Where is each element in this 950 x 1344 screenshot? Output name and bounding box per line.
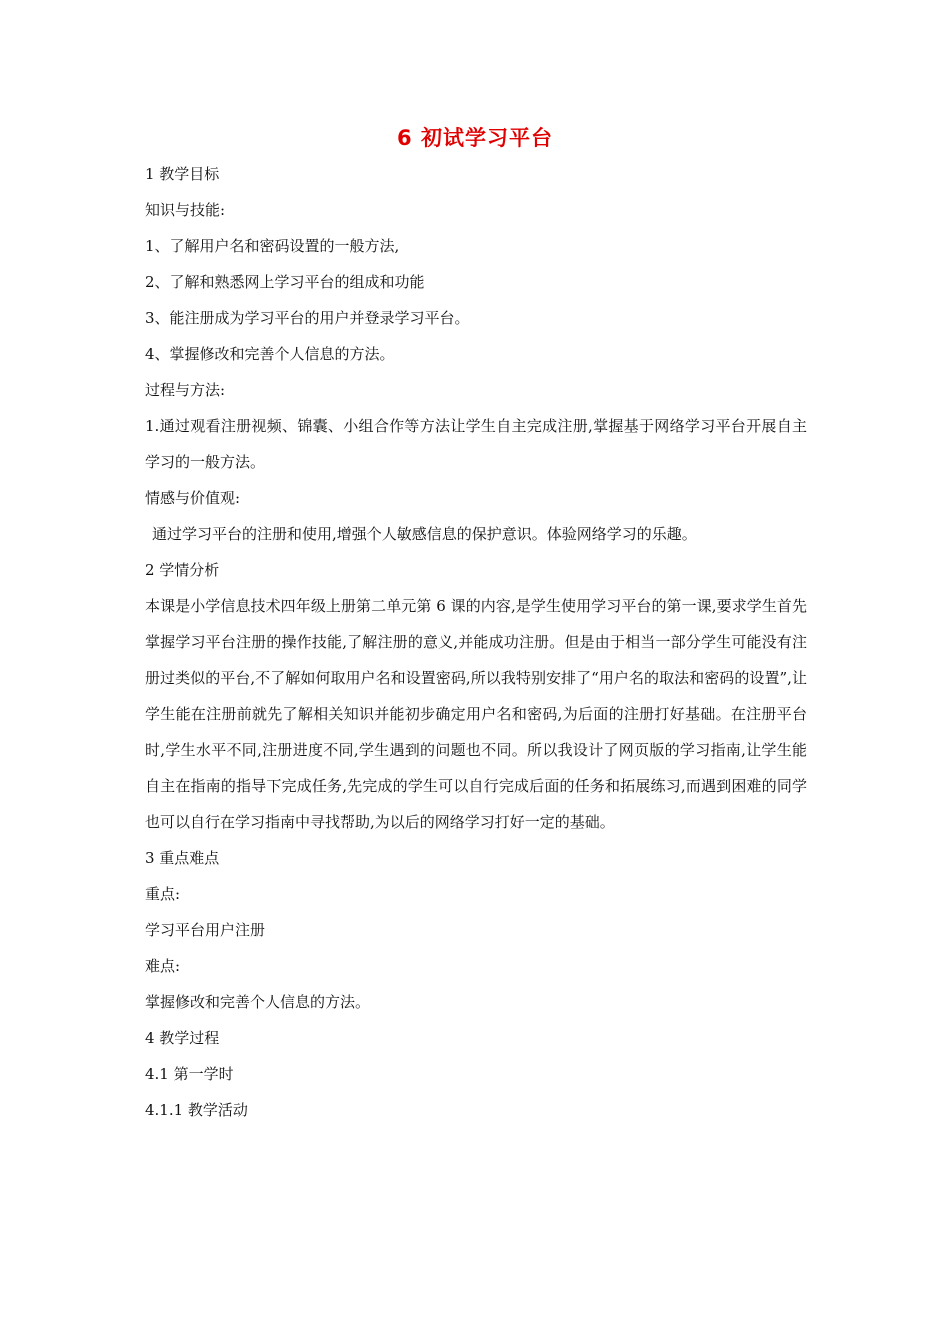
emotion-paragraph: 通过学习平台的注册和使用,增强个人敏感信息的保护意识。体验网络学习的乐趣。 [152,525,697,543]
objective-item: 4、掌握修改和完善个人信息的方法。 [145,345,395,363]
process-paragraph: 1.通过观看注册视频、锦囊、小组合作等方法让学生自主完成注册,掌握基于网络学习平台开展自主学习的一般方法。 [145,417,807,471]
section-heading-objectives: 1 教学目标 [145,165,220,183]
subheading-difficult-point: 难点: [145,957,181,975]
subheading-knowledge-skills: 知识与技能: [145,201,226,219]
difficult-point-text: 掌握修改和完善个人信息的方法。 [145,993,371,1011]
subheading-emotion-values: 情感与价值观: [145,489,241,507]
section-heading-analysis: 2 学情分析 [145,561,220,579]
key-point-text: 学习平台用户注册 [145,921,266,939]
objective-item: 2、了解和熟悉网上学习平台的组成和功能 [145,273,425,291]
section-heading-key-points: 3 重点难点 [145,849,220,867]
subsection-teaching-activity: 4.1.1 教学活动 [145,1101,248,1119]
document-title: 6 初试学习平台 [397,126,553,150]
objective-item: 3、能注册成为学习平台的用户并登录学习平台。 [145,309,470,327]
subsection-first-lesson: 4.1 第一学时 [145,1065,234,1083]
objective-item: 1、了解用户名和密码设置的一般方法, [145,237,400,255]
analysis-paragraph: 本课是小学信息技术四年级上册第二单元第 6 课的内容,是学生使用学习平台的第一课,要求学生首先掌握学习平台注册的操作技能,了解注册的意义,并能成功注册。但是由于相当一部分学生可能没有注册过类似的平台,不了解如何取用户名和设置密码,所以我特别安排了“用户名的取法和密码的设置”,让学生能在注册前就先了解相关知识并能初步确定用户名和密码,为后面的注册打好基础。在注册平台时,学生水平不同,注册进度不同,学生遇到的问题也不同。所以我设计了网页版的学习指南,让学生能自主在指南的指导下完成任务,先完成的学生可以自行完成后面的任务和拓展练习,而遇到困难的同学也可以自行在学习指南中寻找帮助,为以后的网络学习打好一定的基础。 [145,597,807,831]
section-heading-process: 4 教学过程 [145,1029,220,1047]
subheading-process-methods: 过程与方法: [145,381,226,399]
subheading-key-point: 重点: [145,885,181,903]
document-body [145,162,807,1134]
